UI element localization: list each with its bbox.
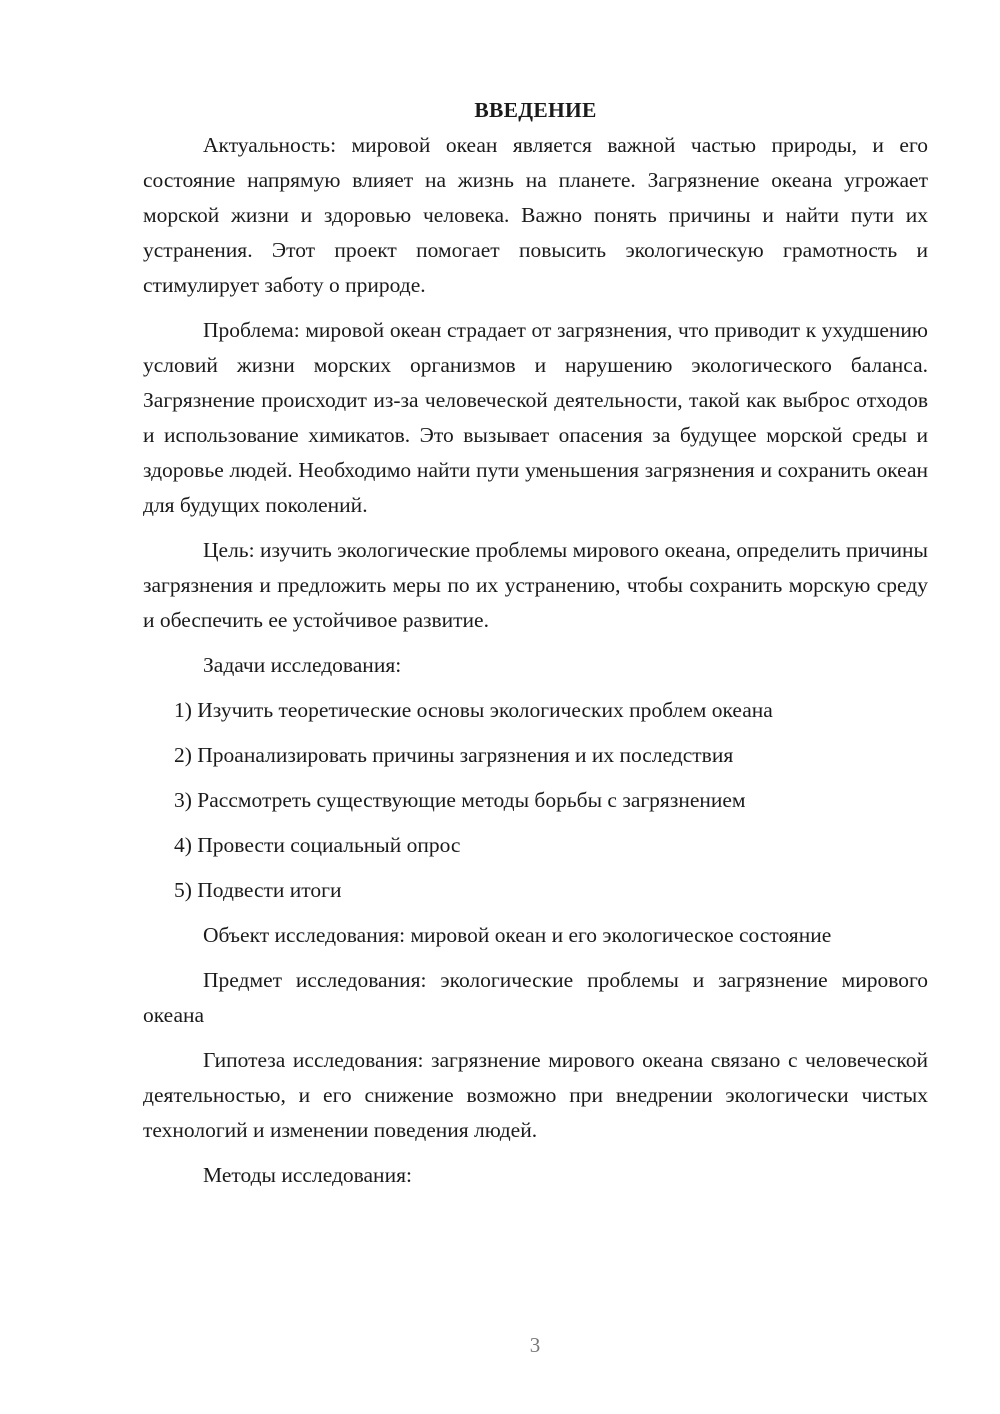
list-item: 5) Подвести итоги (174, 878, 342, 902)
page-title: ВВЕДЕНИЕ (474, 98, 597, 122)
relevance-paragraph: Актуальность: мировой океан является важной частью природы, и его состояние напрямую влияет на жизнь на планете. Загрязнение океана угрожает морской жизни и здоровью человека. Важно понять причины и найти пути их устранения. Этот проект помогает повысить экологическую грамотность и стимулирует заботу о природе. (143, 133, 928, 297)
subject-paragraph: Предмет исследования: экологические проблемы и загрязнение мирового океана (143, 968, 928, 1027)
document-page (143, 92, 928, 1193)
list-item: 1) Изучить теоретические основы экологических проблем океана (174, 698, 773, 722)
goal-paragraph: Цель: изучить экологические проблемы мирового океана, определить причины загрязнения и предложить меры по их устранению, чтобы сохранить морскую среду и обеспечить ее устойчивое развитие. (143, 538, 928, 632)
hypothesis-paragraph: Гипотеза исследования: загрязнение мирового океана связано с человеческой деятельностью, и его снижение возможно при внедрении экологически чистых технологий и изменении поведения людей. (143, 1048, 928, 1142)
list-item: 4) Провести социальный опрос (174, 833, 461, 857)
tasks-list (143, 693, 928, 908)
page-number: 3 (529, 1333, 541, 1357)
problem-paragraph: Проблема: мировой океан страдает от загрязнения, что приводит к ухудшению условий жизни морских организмов и нарушению экологического баланса. Загрязнение происходит из-за человеческой деятельности, такой как выброс отходов и использование химикатов. Это вызывает опасения за будущее морской среды и здоровье людей. Необходимо найти пути уменьшения загрязнения и сохранить океан для будущих поколений. (143, 318, 928, 517)
list-item: 3) Рассмотреть существующие методы борьбы с загрязнением (174, 788, 746, 812)
methods-heading: Методы исследования: (203, 1163, 412, 1187)
list-item: 2) Проанализировать причины загрязнения и их последствия (174, 743, 734, 767)
object-paragraph: Объект исследования: мировой океан и его экологическое состояние (203, 923, 832, 947)
tasks-heading: Задачи исследования: (203, 653, 402, 677)
